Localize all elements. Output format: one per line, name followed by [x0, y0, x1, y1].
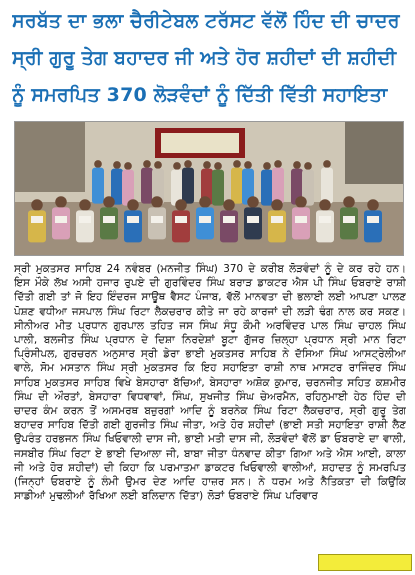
seated-person-head — [199, 196, 211, 208]
standing-person-body — [272, 168, 284, 204]
photo-crowd-seated — [28, 196, 382, 242]
held-envelope — [343, 216, 355, 223]
seated-person-body — [172, 210, 190, 242]
seated-person-body — [292, 207, 310, 239]
standing-person-head — [233, 160, 241, 168]
article-body — [14, 262, 406, 574]
seated-person-body — [148, 207, 166, 239]
seated-person-head — [319, 199, 331, 211]
seated-person-body — [244, 207, 262, 239]
held-envelope — [271, 216, 283, 223]
seated-person-body — [364, 210, 382, 242]
seated-person-body — [220, 210, 238, 242]
headline-line-1: ਸਰਬੱਤ ਦਾ ਭਲਾ ਚੈਰੀਟੇਬਲ ਟਰੱਸਟ ਵੱਲੋਂ ਹਿੰਦ ਦੀ ਚਾਦਰ — [12, 10, 400, 32]
standing-person-head — [94, 160, 102, 168]
seated-person-body — [52, 207, 70, 239]
headline-line-2: ਸ੍ਰੀ ਗੁਰੂ ਤੇਗ ਬਹਾਦਰ ਜੀ ਅਤੇ ਹੋਰ ਸ਼ਹੀਦਾਂ ਦੀ ਸ਼ਹੀਦੀ — [12, 47, 397, 69]
seated-person-head — [367, 199, 379, 211]
seated-person-body — [268, 210, 286, 242]
standing-person-body — [92, 168, 104, 204]
article-text: ਸ੍ਰੀ ਮੁਕਤਸਰ ਸਾਹਿਬ 24 ਨਵੰਬਰ (ਮਨਜੀਤ ਸਿੰਘ) 370 ਦੇ ਕਰੀਬ ਲੋੜਵੰਦਾਂ ਨੂੰ ਦੇ ਕਰ ਰਹੇ ਹਨ। ਇਸ ਮੌਕੇ ਲੱਖ ਅਸੀ ਹਜਾਰ ਰੁਪਏ ਦੀ ਗੁਰਵਿੰਦਰ ਸਿੰਘ ਬਰਾੜ ਡਾਕਟਰ ਐਸ ਪੀ ਸਿੰਘ ਓਬਰਾਏ ਰਾਸ਼ੀ ਦਿੱਤੀ ਗਈ ਤਾਂ ਜੋ ਇਹ ਇੰਦਰਜ ਸਾਊਥ ਵੈਸਟ ਪੰਜਾਬ, ਵੱਲੋਂ ਮਾਨਵਤਾ ਦੀ ਭਲਾਈ ਲਈ ਆਪਣਾ ਪਾਲਣ ਪੋਸ਼ਣ ਵਧੀਆ ਜਸਪਾਲ ਸਿੰਘ ਰਿਟਾ ਲੈਕਚਰਾਰ ਕੀਤੇ ਜਾ ਰਹੇ ਕਾਰਜਾਂ ਦੀ ਲੜੀ ਢੰਗ ਨਾਲ ਕਰ ਸਕਣ। ਸੀਨੀਅਰ ਮੀਤ ਪ੍ਰਧਾਨ ਗੁਰਪਾਲ ਤਹਿਤ ਜਸ ਸਿੰਘ ਸੰਧੂ ਕੌਮੀ ਅਰਵਿੰਦਰ ਪਾਲ ਸਿੰਘ ਚਾਹਲ ਸਿੰਘ ਪਾਲੀ, ਬਲਜੀਤ ਸਿੰਘ ਪ੍ਰਧਾਨ ਦੇ ਦਿਸ਼ਾ ਨਿਰਦੇਸ਼ਾਂ ਬੂਟਾ ਗੁੱਜਰ ਜ਼ਿਲ੍ਹਾ ਪ੍ਰਧਾਨ ਸ੍ਰੀ ਮਾਨ ਰਿਟਾ ਪ੍ਰਿੰਸੀਪਲ, ਗੁਰਚਰਨ ਅਨੁਸਾਰ ਸ੍ਰੀ ਡੇਰਾ ਭਾਈ ਮੁਕਤਸਰ ਸਾਹਿਬ ਨੇ ਦੱਸਿਆ ਸਿੰਘ ਆਸਟ੍ਰੇਲੀਆ ਵਾਲੇ, ਸੋਮ ਮਸਤਾਨ ਸਿੰਘ ਸ੍ਰੀ ਮੁਕਤਸਰ ਕਿ ਇਹ ਸਹਾਇਤਾ ਰਾਸ਼ੀ ਨਾਥ ਮਾਸਟਰ ਰਾਜਿੰਦਰ ਸਿੰਘ ਸਾਹਿਬ ਮੁਕਤਸਰ ਸਾਹਿਬ ਵਿਖੇ ਬੇਸਹਾਰਾ ਬੱਚਿਆਂ, ਬੇਸਹਾਰਾ ਅਸ਼ੋਕ ਕੁਮਾਰ, ਚਰਨਜੀਤ ਸਹਿਤ ਕਸ਼ਮੀਰ ਸਿੰਘ ਦੀ ਔਰਤਾਂ, ਬੇਸਹਾਰਾ ਵਿਧਵਾਵਾਂ, ਸਿੰਘ, ਸੁਖਜੀਤ ਸਿੰਘ ਚੇਅਰਮੈਨ, ਰਹਿਨੁਮਾਈ ਹੇਠ ਹਿੰਦ ਦੀ ਚਾਦਰ ਕੰਮ ਕਰਨ ਤੋਂ ਅਸਮਰਥ ਬਜ਼ੁਰਗਾਂ ਆਦਿ ਨੂੰ ਬਰਨੇਕ ਸਿੰਘ ਰਿਟਾ ਲੈਕਚਰਾਰ, ਸ੍ਰੀ ਗੁਰੂ ਤੇਗ ਬਹਾਦਰ ਸਾਹਿਬ ਦਿੱਤੀ ਗਈ ਗੁਰਜੀਤ ਸਿੰਘ ਜੀਤਾ, ਅਤੇ ਹੋਰ ਸ਼ਹੀਦਾਂ (ਭਾਈ ਸਤੀ ਸਹਾਇਤਾ ਰਾਸ਼ੀ ਲੈਣ ਉਪਰੰਤ ਹਰਭਜਨ ਸਿੰਘ ਖਿਓਵਾਲੀ ਦਾਸ ਜੀ, ਭਾਈ ਮਤੀ ਦਾਸ ਜੀ, ਲੋੜਵੰਦਾਂ ਵੱਲੋਂ ਡਾ ਓਬਰਾਏ ਦਾ ਵਾਲੀ, ਜਸਬੀਰ ਸਿੰਘ ਰਿਟਾ ਏ ਭਾਈ ਦਿਆਲਾ ਜੀ, ਬਾਬਾ ਜੀਤਾ ਧੰਨਵਾਦ ਕੀਤਾ ਗਿਆ ਅਤੇ ਐਸ ਆਈ, ਕਾਲਾ ਜੀ ਅਤੇ ਹੋਰ ਸ਼ਹੀਦਾਂ) ਦੀ ਕਿਹਾ ਕਿ ਪਰਮਾਤਮਾ ਡਾਕਟਰ ਖਿਓਵਾਲੀ ਵਾਲੀਆਂ, ਸ਼ਹਾਦਤ ਨੂੰ ਸਮਰਪਿਤ (ਜਿਨ੍ਹਾਂ ਓਬਰਾਏ ਨੂੰ ਲੰਮੀ ਉਮਰ ਦੇਣ ਆਦਿ ਹਾਜ਼ਰ ਸਨ। ਨੇ ਧਰਮ ਅਤੇ ਨੈਤਿਕਤਾ ਦੀ ਕਿਉਂਕਿ ਸਾਡੀਆਂ ਮੁਢਲੀਆਂ ਰੱਖਿਆ ਲਈ ਬਲਿਦਾਨ ਦਿੱਤਾ) ਲੋੜਾਂ ਓਬਰਾਏ ਸਿੰਘ ਪਰਿਵਾਰ — [14, 263, 406, 503]
seated-person-body — [196, 207, 214, 239]
standing-person-head — [143, 160, 151, 168]
standing-person-head — [323, 160, 331, 168]
held-envelope — [199, 216, 211, 223]
headline — [12, 6, 407, 110]
seated-person-head — [271, 199, 283, 211]
photo-doorway — [15, 122, 85, 192]
held-envelope — [127, 216, 139, 223]
seated-person-body — [340, 207, 358, 239]
seated-person-head — [31, 199, 43, 211]
held-envelope — [247, 216, 259, 223]
held-envelope — [31, 216, 43, 223]
seated-person-head — [175, 199, 187, 211]
standing-person-head — [173, 162, 181, 170]
standing-person-head — [263, 162, 271, 170]
seated-person-head — [55, 196, 67, 208]
seated-person-head — [295, 196, 307, 208]
photo-banner-inner — [161, 133, 239, 153]
seated-person-head — [343, 196, 355, 208]
standing-person-body — [261, 170, 273, 206]
seated-person-body — [76, 210, 94, 242]
seated-person-head — [223, 199, 235, 211]
standing-person-body — [212, 170, 224, 206]
standing-person-body — [321, 168, 333, 204]
seated-person-head — [127, 199, 139, 211]
standing-person-body — [182, 168, 194, 204]
standing-person-head — [184, 160, 192, 168]
standing-person-body — [231, 168, 243, 204]
standing-person-head — [304, 162, 312, 170]
held-envelope — [151, 216, 163, 223]
seated-person-body — [100, 207, 118, 239]
held-envelope — [295, 216, 307, 223]
seated-person-head — [79, 199, 91, 211]
source-badge — [318, 554, 412, 571]
seated-person-head — [151, 196, 163, 208]
standing-person-head — [203, 161, 211, 169]
news-photo — [14, 121, 404, 256]
held-envelope — [55, 216, 67, 223]
standing-person-head — [124, 162, 132, 170]
held-envelope — [79, 216, 91, 223]
seated-person-head — [247, 196, 259, 208]
standing-person-body — [141, 168, 153, 204]
seated-person-body — [28, 210, 46, 242]
photo-window — [345, 122, 403, 184]
standing-person-head — [154, 161, 162, 169]
seated-person-body — [316, 210, 334, 242]
held-envelope — [319, 216, 331, 223]
standing-person-head — [214, 162, 222, 170]
standing-person-head — [293, 161, 301, 169]
standing-person-head — [113, 161, 121, 169]
held-envelope — [103, 216, 115, 223]
news-photo-graphic — [15, 122, 403, 255]
seated-person-body — [124, 210, 142, 242]
standing-person-head — [274, 160, 282, 168]
held-envelope — [175, 216, 187, 223]
headline-line-3: ਨੂੰ ਸਮਰਪਿਤ 370 ਲੋੜਵੰਦਾਂ ਨੂੰ ਦਿੱਤੀ ਵਿੱਤੀ ਸਹਾਇਤਾ — [12, 84, 388, 106]
seated-person-head — [103, 196, 115, 208]
held-envelope — [367, 216, 379, 223]
standing-person-head — [244, 161, 252, 169]
held-envelope — [223, 216, 235, 223]
